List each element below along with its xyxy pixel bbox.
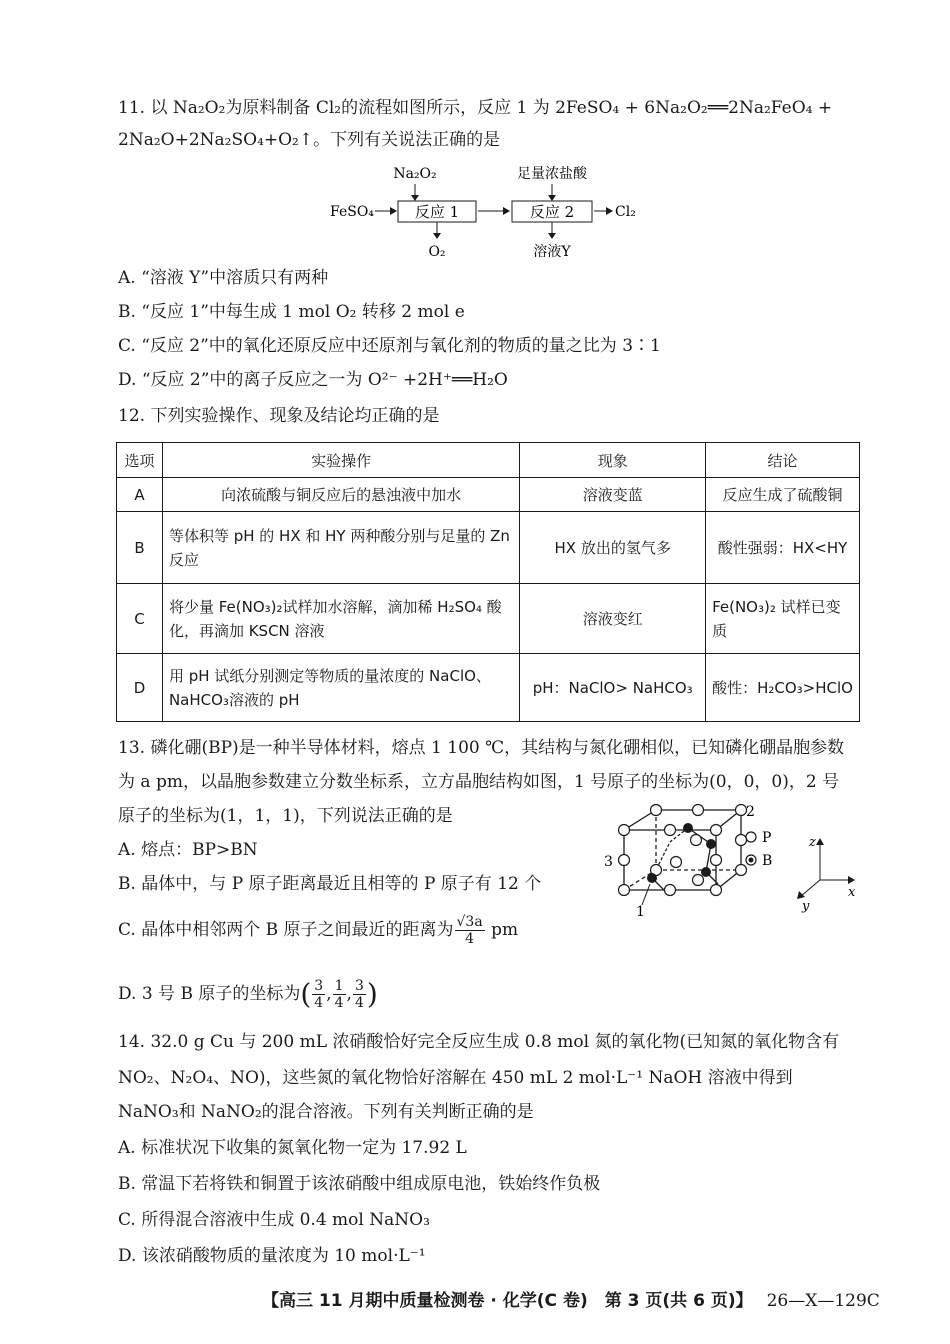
q14-option-c: C. 所得混合溶液中生成 0.4 mol NaNO₃ xyxy=(118,1210,430,1230)
row-phenomenon: 溶液变蓝 xyxy=(520,478,706,512)
atom-label-3: 3 xyxy=(604,854,613,870)
row-phenomenon: HX 放出的氢气多 xyxy=(520,512,706,584)
q13-option-a: A. 熔点：BP>BN xyxy=(118,840,258,860)
fraction-denominator: 4 xyxy=(465,931,475,947)
q14-option-a: A. 标准状况下收集的氮氧化物一定为 17.92 L xyxy=(118,1138,467,1158)
fraction-numerator: 1 xyxy=(334,978,344,994)
q11-option-b: B. “反应 1”中每生成 1 mol O₂ 转移 2 mol e xyxy=(118,302,465,322)
row-option: D xyxy=(117,654,163,722)
q14-line1: 14. 32.0 g Cu 与 200 mL 浓硝酸恰好完全反应生成 0.8 mol 氮的氧化物(已知氮的氧化物含有 xyxy=(118,1032,840,1052)
axis-z-label: z xyxy=(809,835,816,850)
fraction-denominator: 4 xyxy=(354,995,364,1011)
flow-bottom2: 溶液Y xyxy=(533,244,571,260)
footer-code: 26—X—129C xyxy=(766,1291,880,1311)
table-header-row xyxy=(117,443,860,478)
row-option: B xyxy=(117,512,163,584)
q11-option-a: A. “溶液 Y”中溶质只有两种 xyxy=(118,268,329,288)
row-option: C xyxy=(117,584,163,654)
q13-option-d: D. 3 号 B 原子的坐标为( $\frac{3}{4}$ , $\frac{1}{4}$ , $\frac{3}{4}$ ) xyxy=(118,977,378,1011)
flow-end: Cl₂ xyxy=(615,204,636,220)
q13-option-b: B. 晶体中，与 P 原子距离最近且相等的 P 原子有 12 个 xyxy=(118,874,542,894)
q13-option-c-text: C. 晶体中相邻两个 B 原子之间最近的距离为 xyxy=(118,920,454,940)
q11-stem-line2: 2Na₂O+2Na₂SO₄+O₂↑。下列有关说法正确的是 xyxy=(118,130,501,150)
q11-option-d: D. “反应 2”中的离子反应之一为 O²⁻ +2H⁺══H₂O xyxy=(118,370,508,390)
row-conclusion: 酸性强弱：HX<HY xyxy=(706,512,860,584)
q12-stem: 12. 下列实验操作、现象及结论均正确的是 xyxy=(118,406,440,426)
table-header: 结论 xyxy=(706,443,860,478)
q14-line3: NaNO₃和 NaNO₂的混合溶液。下列有关判断正确的是 xyxy=(118,1102,534,1122)
flow-box2-label: 反应 2 xyxy=(529,203,575,221)
page-footer xyxy=(262,1286,880,1311)
q14-option-b: B. 常温下若将铁和铜置于该浓硝酸中组成原电池，铁始终作负极 xyxy=(118,1174,601,1194)
legend-p-marker xyxy=(746,832,756,842)
q13-option-c xyxy=(118,910,518,950)
row-conclusion: 酸性：H₂CO₃>HClO xyxy=(706,654,860,722)
fraction-denominator: 4 xyxy=(314,995,324,1011)
row-operation: 将少量 Fe(NO₃)₂试样加水溶解，滴加稀 H₂SO₄ 酸化，再滴加 KSCN 溶液 xyxy=(162,584,519,654)
row-conclusion: Fe(NO₃)₂ 试样已变质 xyxy=(706,584,860,654)
row-operation: 等体积等 pH 的 HX 和 HY 两种酸分别与足量的 Zn 反应 xyxy=(162,512,519,584)
fraction xyxy=(353,978,366,1011)
atom-label-1: 1 xyxy=(636,904,645,920)
q13-line3: 原子的坐标为(1，1，1)，下列说法正确的是 xyxy=(118,806,453,826)
flow-bottom1: O₂ xyxy=(428,244,446,260)
flow-start: FeSO₄ xyxy=(330,204,374,220)
row-phenomenon: pH：NaClO> NaHCO₃ xyxy=(520,654,706,722)
footer-title: 【高三 11 月期中质量检测卷 · 化学(C 卷) 第 3 页(共 6 页)】 xyxy=(262,1291,753,1311)
q12-table xyxy=(116,442,860,722)
fraction xyxy=(312,978,325,1011)
fraction-denominator: 4 xyxy=(334,995,344,1011)
row-conclusion: 反应生成了硫酸铜 xyxy=(706,478,860,512)
table-header: 选项 xyxy=(117,443,163,478)
row-option: A xyxy=(117,478,163,512)
table-row xyxy=(117,512,860,584)
fraction-numerator: 3 xyxy=(354,978,364,994)
q11-stem-line1: 11. 以 Na₂O₂为原料制备 Cl₂的流程如图所示，反应 1 为 2FeSO₄ + 6Na₂O₂══2Na₂FeO₄ + xyxy=(118,98,833,118)
table-header: 现象 xyxy=(520,443,706,478)
legend-p-label: P xyxy=(762,830,772,846)
q14-line2: NO₂、N₂O₄、NO)，这些氮的氧化物恰好溶解在 450 mL 2 mol·L⁻¹ NaOH 溶液中得到 xyxy=(118,1068,793,1088)
table-row xyxy=(117,478,860,512)
row-operation: 用 pH 试纸分别测定等物质的量浓度的 NaClO、NaHCO₃溶液的 pH xyxy=(162,654,519,722)
table-row xyxy=(117,654,860,722)
q13-line2: 为 a pm，以晶胞参数建立分数坐标系，立方晶胞结构如图，1 号原子的坐标为(0，0，0)，2 号 xyxy=(118,772,840,792)
fraction xyxy=(333,978,346,1011)
q11-option-c: C. “反应 2”中的氧化还原反应中还原剂与氧化剂的物质的量之比为 3∶1 xyxy=(118,336,661,356)
table-header: 实验操作 xyxy=(162,443,519,478)
atom-label-2: 2 xyxy=(746,804,755,820)
axis-y-label: y xyxy=(802,899,810,914)
flow-top2: 足量浓盐酸 xyxy=(517,166,587,182)
q14-option-d: D. 该浓硝酸物质的量浓度为 10 mol·L⁻¹ xyxy=(118,1246,426,1266)
fraction xyxy=(455,914,485,947)
row-phenomenon: 溶液变红 xyxy=(520,584,706,654)
crystal-cell-diagram xyxy=(596,800,866,925)
table-row xyxy=(117,584,860,654)
axis-x-label: x xyxy=(848,885,856,900)
fraction-numerator: 3 xyxy=(314,978,324,994)
q11-flow-diagram xyxy=(320,160,650,265)
row-operation: 向浓硫酸与铜反应后的悬浊液中加水 xyxy=(162,478,519,512)
q13-option-c-unit: pm xyxy=(491,920,519,940)
flow-box1-label: 反应 1 xyxy=(414,203,460,221)
flow-top1: Na₂O₂ xyxy=(393,166,437,182)
q13-option-d-text: D. 3 号 B 原子的坐标为 xyxy=(118,984,301,1004)
legend-b-label: B xyxy=(762,853,773,869)
fraction-numerator: √3a xyxy=(456,914,483,930)
q13-line1: 13. 磷化硼(BP)是一种半导体材料，熔点 1 100 ℃，其结构与氮化硼相似，已知磷化硼晶胞参数 xyxy=(118,738,845,758)
